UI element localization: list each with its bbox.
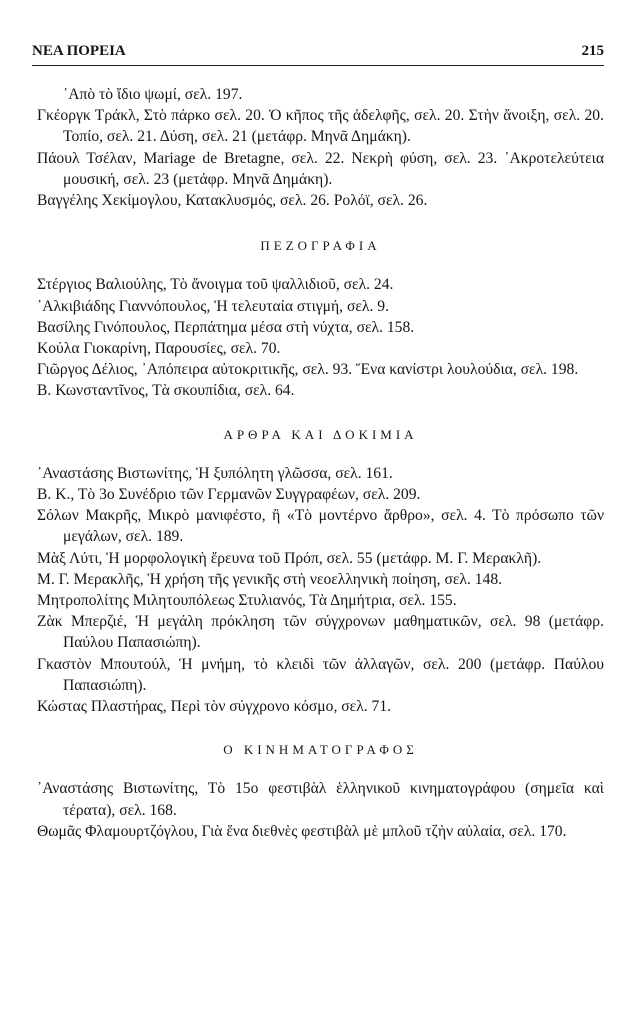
journal-title: ΝΕΑ ΠΟΡΕΙΑ — [32, 43, 126, 59]
index-entry: ᾿Απὸ τὸ ἴδιο ψωμί, σελ. 197. — [63, 86, 243, 103]
poetry-continued-list — [37, 84, 604, 211]
prose-list — [37, 274, 604, 401]
index-entry: Γκαστὸν Μπουτούλ, Ἡ μνήμη, τὸ κλειδὶ τῶν ἀλλαγῶν, σελ. 200 (μετάφρ. Παύλου Παπασιώπη). — [37, 655, 604, 694]
index-entry: Κούλα Γιοκαρίνη, Παρουσίες, σελ. 70. — [37, 340, 281, 358]
index-entry: Σόλων Μακρῆς, Μικρὸ μανιφέστο, ἢ «Τὸ μοντέρνο ἄρθρο», σελ. 4. Τὸ πρόσωπο τῶν μεγάλων, σελ. 189. — [37, 507, 604, 546]
index-entry: ᾿Αλκιβιάδης Γιαννόπουλος, Ἡ τελευταία στιγμή, σελ. 9. — [37, 297, 389, 315]
index-entry: Μ. Γ. Μερακλῆς, Ἡ χρήση τῆς γενικῆς στὴ νεοελληνικὴ ποίηση, σελ. 148. — [37, 570, 503, 588]
index-entry: Βασίλης Γινόπουλος, Περπάτημα μέσα στὴ νύχτα, σελ. 158. — [37, 318, 415, 336]
running-header — [32, 43, 604, 60]
index-entry: ᾿Αναστάσης Βιστωνίτης, Τὸ 15ο φεστιβὰλ ἑλληνικοῦ κινηματογράφου (σημεῖα καὶ τέρατα), σελ. 168. — [37, 780, 604, 819]
articles-list — [37, 463, 604, 717]
cinema-list — [37, 778, 604, 842]
index-entry: Β. Κωνσταντῖνος, Τὰ σκουπίδια, σελ. 64. — [37, 382, 295, 400]
index-entry: Μητροπολίτης Μιλητουπόλεως Στυλιανός, Τὰ Δημήτρια, σελ. 155. — [37, 592, 457, 610]
index-entry: Θωμᾶς Φλαμουρτζόγλου, Γιὰ ἕνα διεθνὲς φεστιβὰλ μὲ μπλοῦ τζὴν αὐλαία, σελ. 170. — [37, 822, 567, 840]
index-entry: Κώστας Πλαστήρας, Περὶ τὸν σύγχρονο κόσμο, σελ. 71. — [37, 698, 392, 716]
section-title-articles: ΑΡΘΡΑ ΚΑΙ ΔΟΚΙΜΙΑ — [223, 426, 418, 442]
index-entry: Βαγγέλης Χεκίμογλου, Κατακλυσμός, σελ. 26. Ρολόϊ, σελ. 26. — [37, 192, 428, 210]
index-entry: Γιῶργος Δέλιος, ᾿Απόπειρα αὐτοκριτικῆς, σελ. 93. Ἕνα κανίστρι λουλούδια, σελ. 198. — [37, 361, 579, 379]
index-entry: Στέργιος Βαλιούλης, Τὸ ἄνοιγμα τοῦ ψαλλιδιοῦ, σελ. 24. — [37, 276, 394, 294]
page-number: 215 — [581, 43, 604, 59]
index-entry: Ζὰκ Μπερζιέ, Ἡ μεγάλη πρόκληση τῶν σύγχρονων μαθηματικῶν, σελ. 98 (μετάφρ. Παύλου Παπασιώπη). — [37, 613, 604, 652]
index-entry: Γκέοργκ Τράκλ, Στὸ πάρκο σελ. 20. Ὁ κῆπος τῆς ἀδελφῆς, σελ. 20. Στὴν ἄνοιξη, σελ. 20. Τοπίο, σελ. 21. Δύση, σελ. 21 (μετάφρ. Μηνᾶ Δημάκη). — [37, 107, 604, 146]
section-title-prose: ΠΕΖΟΓΡΑΦΙΑ — [260, 238, 381, 254]
index-entry: Β. Κ., Τὸ 3ο Συνέδριο τῶν Γερμανῶν Συγγραφέων, σελ. 209. — [37, 486, 421, 504]
index-entry: ᾿Αναστάσης Βιστωνίτης, Ἡ ξυπόλητη γλῶσσα, σελ. 161. — [37, 464, 393, 482]
index-body — [37, 84, 604, 842]
header-rule — [32, 65, 604, 66]
index-entry: Πάουλ Τσέλαν, Mariage de Bretagne, σελ. 22. Νεκρὴ φύση, σελ. 23. ᾿Ακροτελεύτεια μουσική, σελ. 23 (μετάφρ. Μηνᾶ Δημάκη). — [37, 149, 604, 188]
index-entry: Μὰξ Λύτι, Ἡ μορφολογικὴ ἔρευνα τοῦ Πρόπ, σελ. 55 (μετάφρ. Μ. Γ. Μερακλῆ). — [37, 549, 542, 567]
section-title-cinema: Ο ΚΙΝΗΜΑΤΟΓΡΑΦΟΣ — [223, 742, 418, 758]
